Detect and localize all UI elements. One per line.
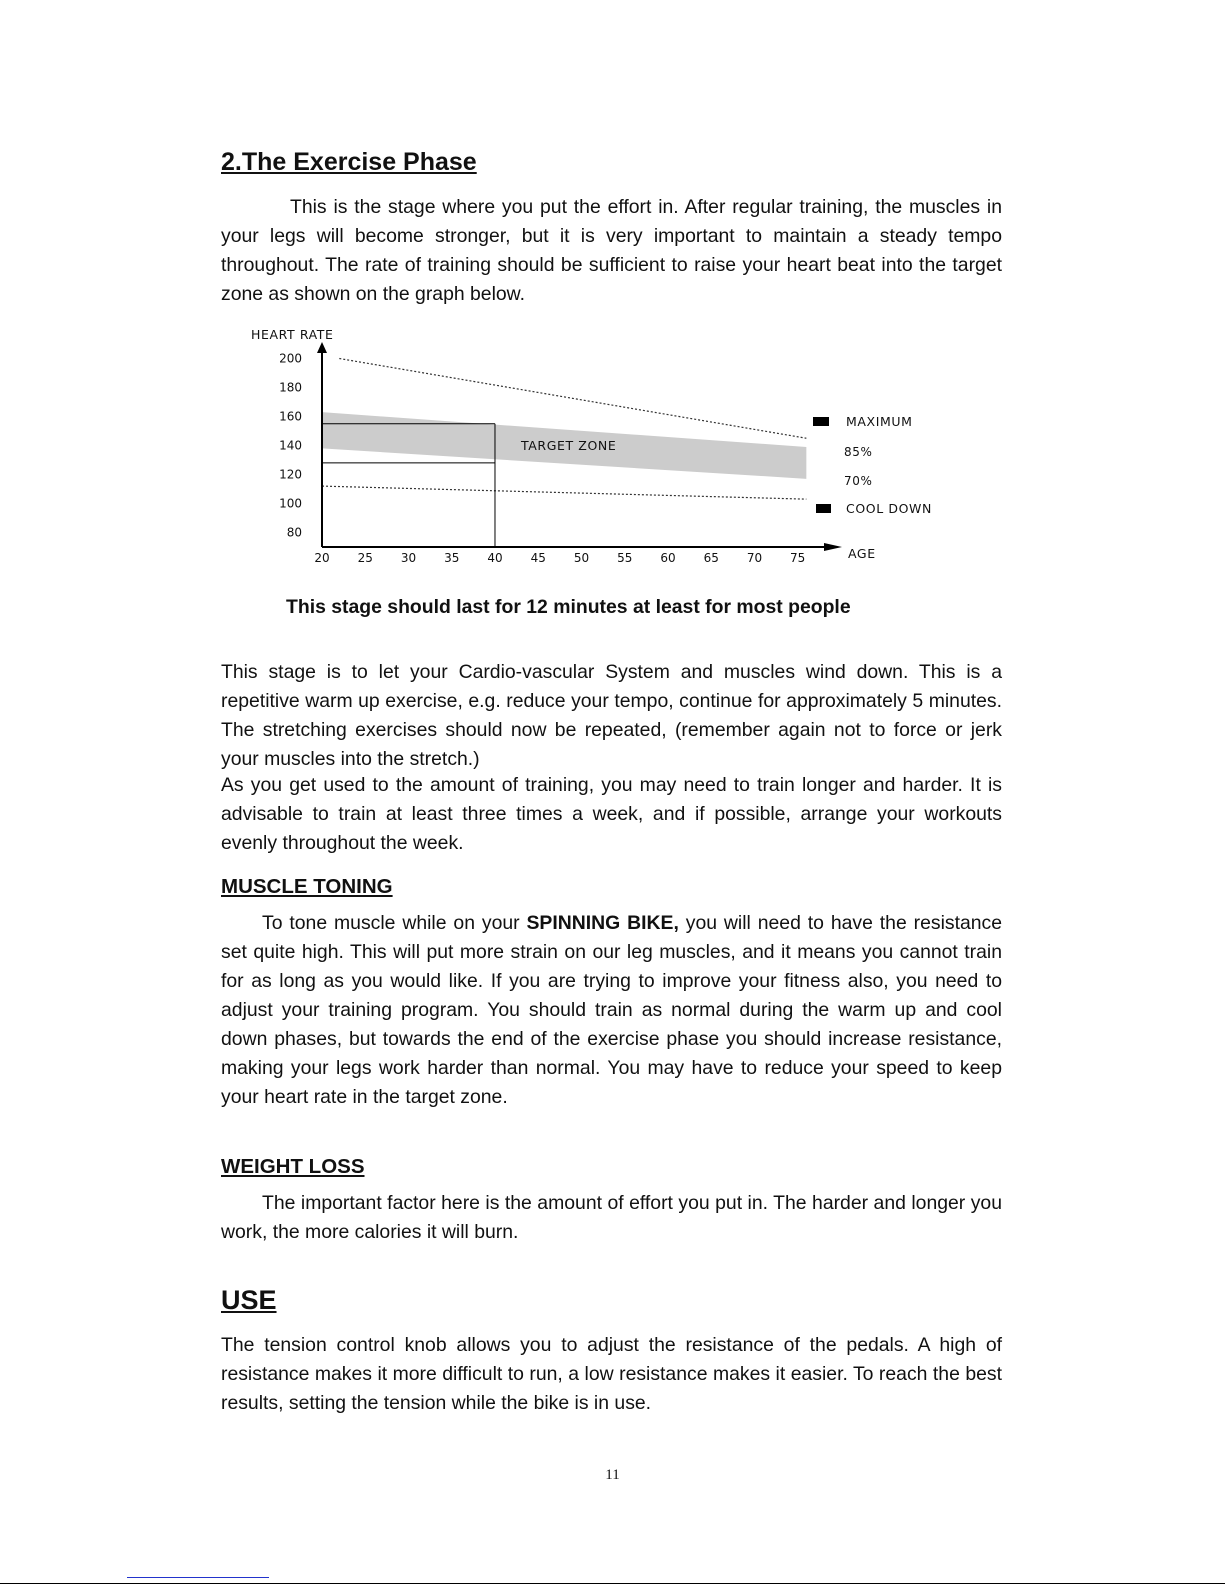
- x-tick-label: 30: [400, 551, 417, 565]
- maximum-legend-marker: [813, 417, 829, 426]
- y-tick-label: 160: [279, 409, 302, 424]
- maximum-label: MAXIMUM: [846, 414, 913, 429]
- advice-paragraph: As you get used to the amount of training, you may need to train longer and harder. It is advisable to train at least three times a week, and if possible, arrange your workouts evenly throughout the week.: [221, 774, 1002, 854]
- x-tick-label: 65: [703, 551, 719, 565]
- x-axis-label: AGE: [848, 546, 876, 561]
- muscle-toning-paragraph: [221, 909, 1002, 1112]
- use-heading: USE: [221, 1285, 277, 1315]
- use-paragraph: The tension control knob allows you to adjust the resistance of the pedals. A high of resistance makes it more difficult to run, a low resistance makes it easier. To reach the best results, setting the tension while the bike is in use.: [221, 1334, 1002, 1414]
- cooldown-paragraph: This stage is to let your Cardio-vascular System and muscles wind down. This is a repetitive warm up exercise, e.g. reduce your tempo, continue for approximately 5 minutes. The stretching exercises should now be repeated, (remember again not to force or jerk your muscles into the stretch.): [221, 661, 1002, 770]
- x-tick-label: 25: [357, 551, 373, 565]
- 70-percent-label: 70%: [844, 474, 873, 488]
- y-tick-label: 200: [279, 351, 302, 366]
- x-tick-label: 35: [444, 551, 460, 565]
- x-tick-label: 55: [617, 551, 633, 565]
- y-tick-label: 140: [279, 438, 302, 453]
- y-tick-label: 100: [279, 496, 302, 511]
- 85-percent-label: 85%: [844, 445, 873, 459]
- y-axis-label: HEART RATE: [251, 327, 334, 342]
- chart-caption: This stage should last for 12 minutes at least for most people: [286, 596, 851, 618]
- y-tick-label: 120: [279, 467, 302, 482]
- muscle-text-start: To tone muscle while on your: [262, 912, 527, 934]
- heart-rate-chart: [240, 322, 960, 572]
- target-zone-label: TARGET ZONE: [521, 438, 617, 453]
- x-axis-arrow: [824, 543, 842, 551]
- section-heading: 2.The Exercise Phase: [221, 148, 477, 176]
- y-tick-label: 180: [279, 380, 302, 395]
- x-tick-label: 20: [314, 551, 330, 565]
- x-tick-label: 60: [660, 551, 676, 565]
- cooldown-label: COOL DOWN: [846, 501, 932, 516]
- footer-rule: [0, 1583, 1225, 1584]
- x-tick-label: 50: [573, 551, 590, 565]
- weight-loss-heading: WEIGHT LOSS: [221, 1155, 365, 1178]
- y-axis-arrow: [317, 342, 327, 353]
- page-number: 11: [605, 1467, 620, 1483]
- product-name: SPINNING BIKE,: [526, 912, 679, 934]
- muscle-toning-heading: MUSCLE TONING: [221, 875, 393, 898]
- weight-loss-paragraph: The important factor here is the amount of effort you put in. The harder and longer you work, the more calories it will burn.: [221, 1192, 1002, 1243]
- footer-link-underline: [127, 1577, 269, 1578]
- y-tick-label: 80: [286, 525, 302, 540]
- cooldown-legend-marker: [816, 504, 831, 513]
- x-tick-label: 45: [530, 551, 546, 565]
- muscle-text-rest: you will need to have the resistance set quite high. This will put more strain on our leg muscles, and it means you cannot train for as long as you would like. If you are trying to improve your fitness also, you need to adjust your training program. You should train as normal during the warm up and cool down phases, but towards the end of the exercise phase you should increase resistance, making your legs work harder than normal. You may have to reduce your speed to keep your heart rate in the target zone.: [221, 912, 1003, 1108]
- series-line-cool-down: [322, 486, 806, 499]
- x-tick-label: 70: [746, 551, 763, 565]
- intro-paragraph: This is the stage where you put the effort in. After regular training, the muscles in your legs will become stronger, but it is very important to maintain a steady tempo throughout. The rate of training should be sufficient to raise your heart beat into the target zone as shown on the graph below.: [221, 196, 1002, 305]
- x-tick-label: 40: [487, 551, 503, 565]
- x-tick-label: 75: [790, 551, 806, 565]
